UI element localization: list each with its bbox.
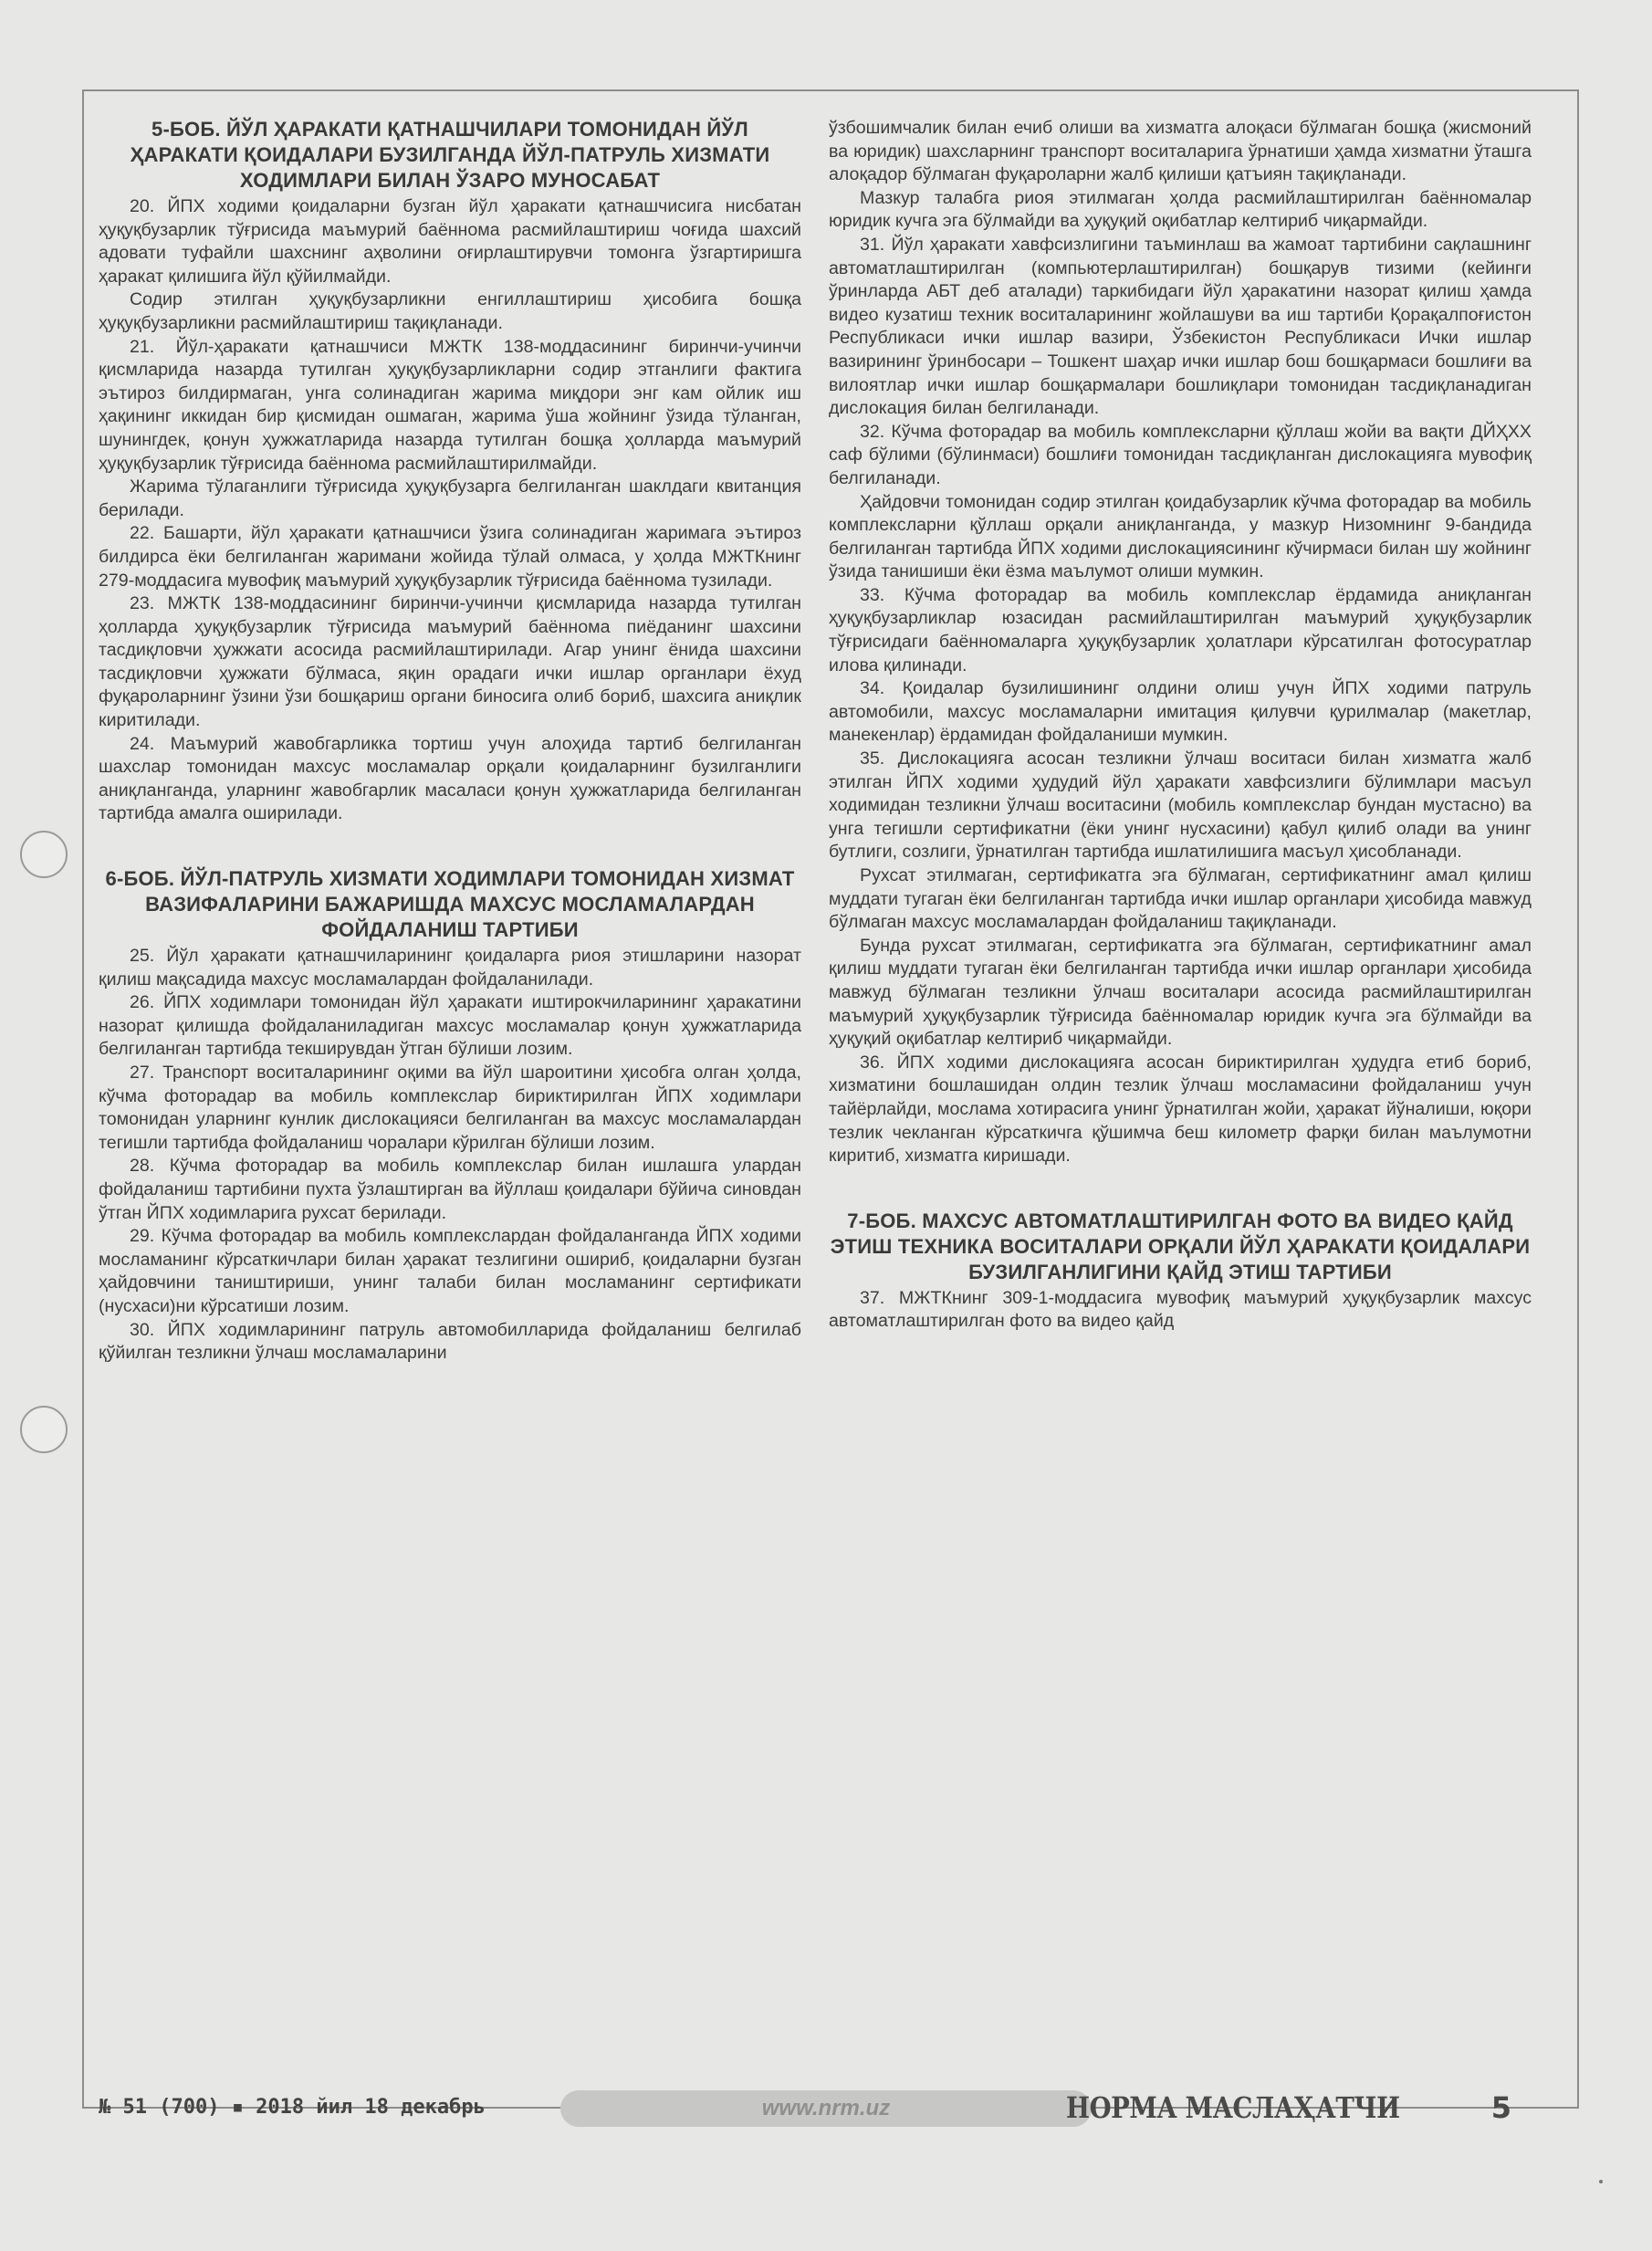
article-23: 23. МЖТК 138-моддасининг биринчи-учинчи қисмларида назарда тутилган ҳолларда ҳуқуқбузарлик тўғрисида маъмурий баённома пиёданинг шахсини тасдиқловчи ҳужжати асосида расмийлаштирилади. Агар унинг ёнида шахсини тасдиқловчи ҳужжати бўлмаса, яқин орадаги ички ишлар органлари ёхуд фуқароларнинг ўзини ўзи бошқариш органи биносига олиб бориб, шахсига аниқлик киритилади. (99, 593, 801, 731)
article-28: 28. Кўчма фоторадар ва мобиль комплекслар билан ишлашга улардан фойдаланиш тартибини пухта ўзлаштирган ва йўллаш қоидалари бўйича синовдан ўтган ЙПХ ходимларига рухсат берилади. (99, 1156, 801, 1223)
article-24: 24. Маъмурий жавобгарликка тортиш учун алоҳида тартиб белгиланган шахслар томонидан махсус мосламалар орқали қоидаларнинг бузилганлиги аниқланганда, уларнинг жавобгарлик масаласи қонун ҳужжатларида белгиланган тартибда амалга оширилади. (99, 733, 801, 824)
left-column (99, 117, 801, 1366)
print-speck (1599, 2180, 1603, 2183)
article-35-paragraph-2: Рухсат этилмаган, сертификатга эга бўлмаган, сертификатнинг амал қилиш муддати тугаган ёки белгиланган тартибда ички ишлар органлари ҳисобида мавжуд бўлмаган махсус мосламалардан фойдаланиш тақиқланади. (829, 865, 1532, 933)
article-25: 25. Йўл ҳаракати қатнашчиларининг қоидаларга риоя этишларини назорат қилиш мақсадида махсус мосламалардан фойдаланилади. (99, 946, 801, 989)
article-20-paragraph-2: Содир этилган ҳуқуқбузарликни енгиллаштириш ҳисобига бошқа ҳуқуқбузарликни расмийлаштириш тақиқланади. (99, 289, 801, 333)
article-21: 21. Йўл-ҳаракати қатнашчиси МЖТК 138-моддасининг биринчи-учинчи қисмларида назарда тутилган ҳуқуқбузарликларни содир этганлиги фактига эътироз билдирмаган, унга солинадиган жарима миқдори энг кам ойлик иш ҳақининг иккидан бир қисмидан ошмаган, жарима ўша жойнинг ўзида тўланган, шунингдек, қонун ҳужжатларида назарда тутилган бошқа ҳолларда маъмурий ҳуқуқбузарлик тўғрисида баённома расмийлаштирилмайди. (99, 336, 801, 474)
page-number: 5 (1490, 2090, 1511, 2125)
article-37: 37. МЖТКнинг 309-1-моддасига мувофиқ маъмурий ҳуқуқбузарлик махсус автоматлаштирилган фото ва видео қайд (829, 1287, 1532, 1332)
article-30-continued: ўзбошимчалик билан ечиб олиши ва хизматга алоқаси бўлмаган бошқа (жисмоний ва юридик) шахсларнинг транспорт воситаларига ўрнатиши ҳамда хизматни ўташга алоқадор бўлмаган фуқароларни жалб қилиши қатъиян тақиқланади. (829, 118, 1532, 185)
article-20: 20. ЙПХ ходими қоидаларни бузган йўл ҳаракати қатнашчисига нисбатан ҳуқуқбузарлик тўғрисида маъмурий баённома расмийлаштириш чоғида шахсий адовати туфайли шахснинг аҳволини оғирлаштирувчи томонга ўзгартиришга ҳаракат қилишига йўл қўйилмайди. (99, 196, 801, 287)
article-22: 22. Башарти, йўл ҳаракати қатнашчиси ўзига солинадиган жаримага эътироз билдирса ёки белгиланган жаримани жойида тўлай олмаса, у ҳолда МЖТКнинг 279-моддасига мувофиқ маъмурий ҳуқуқбузарлик тўғрисида баённома тузилади. (99, 523, 801, 591)
article-29: 29. Кўчма фоторадар ва мобиль комплекслардан фойдаланганда ЙПХ ходими мосламанинг кўрсаткичлари билан ҳаракат тезлигини ошириб, қоидаларни бузган ҳайдовчини таништириши, унинг талаби билан мосламанинг сертификати (нусхаси)ни кўрсатиши лозим. (99, 1226, 801, 1316)
chapter-6-heading: 6-БОБ. ЙЎЛ-ПАТРУЛЬ ХИЗМАТИ ХОДИМЛАРИ ТОМОНИДАН ХИЗМАТ ВАЗИФАЛАРИНИ БАЖАРИШДА МАХСУС МОСЛАМАЛАРДАН ФОЙДАЛАНИШ ТАРТИБИ (105, 867, 795, 942)
article-26: 26. ЙПХ ходимлари томонидан йўл ҳаракати иштирокчиларининг ҳаракатини назорат қилишда фойдаланиладиган махсус мосламалар қонун ҳужжатларида белгиланган тартибда текширувдан ўтган бўлиши лозим. (99, 992, 801, 1060)
issue-info: № 51 (700) ▪ 2018 йил 18 декабрь (99, 2096, 486, 2119)
article-31: 31. Йўл ҳаракати хавфсизлигини таъминлаш ва жамоат тартибини сақлашнинг автоматлаштирилган (компьютерлаштирилган) бошқарув тизими (кейинги ўринларда АБТ деб аталади) таркибидаги йўл ҳаракатини назорат қилиш ҳамда видео кузатиш техник воситаларининг жойлашуви ва иш тартиби Қорақалпоғистон Республикаси ички ишлар вазири, Ўзбекистон Республикаси Ички ишлар вазирининг ўринбосари – Тошкент шаҳар ички ишлар бош бошқармаси бошлиғи ва вилоятлар ички ишлар бошқармалари бошлиқлари томонидан тасдиқланадиган дислокация билан белгиланади. (829, 234, 1532, 419)
article-30: 30. ЙПХ ходимларининг патруль автомобилларида фойдаланиш белгилаб қўйилган тезликни ўлчаш мосламаларини (99, 1319, 801, 1364)
punch-hole-bottom (20, 1406, 68, 1453)
article-35: 35. Дислокацияга асосан тезликни ўлчаш воситаси билан хизматга жалб этилган ЙПХ ходими ҳудудий йўл ҳаракати хавфсизлиги бўлимлари масъул ходимидан тезликни ўлчаш воситасини (мобиль комплекслар бундан мустасно) ва унга тегишли сертификатни (ёки унинг нусхасини) қабул қилиб олади ва унинг бутлиги, созлиги, ўрнатилган тартибда ишлатилишига масъул ҳисобланади. (829, 749, 1532, 863)
article-36: 36. ЙПХ ходими дислокацияга асосан бириктирилган ҳудудга етиб бориб, хизматини бошлашидан олдин тезлик ўлчаш мосламасини фойдаланиш учун тайёрлайди, мослама хотирасига унинг ўрнатилган жойи, ҳаракат йўналиши, юқори тезлик чекланган кўрсаткичга қўшимча беш километр фарқи билан маълумотни киритиб, хизматга киришади. (829, 1052, 1532, 1167)
punch-hole-top (20, 831, 68, 878)
website-bar (560, 2090, 1092, 2127)
article-33: 33. Кўчма фоторадар ва мобиль комплекслар ёрдамида аниқланган ҳуқуқбузарликлар юзасидан расмийлаштирилган маъмурий ҳуқуқбузарлик тўғрисидаги баённомаларга ҳуқуқбузарлик ҳолатлари кўрсатилган фотосуратлар илова қилинади. (829, 584, 1532, 675)
chapter-5-heading: 5-БОБ. ЙЎЛ ҲАРАКАТИ ҚАТНАШЧИЛАРИ ТОМОНИДАН ЙЎЛ ҲАРАКАТИ ҚОИДАЛАРИ БУЗИЛГАНДА ЙЎЛ-ПАТРУЛЬ ХИЗМАТИ ХОДИМЛАРИ БИЛАН ЎЗАРО МУНОСАБАТ (130, 118, 770, 192)
website-link[interactable]: www.nrm.uz (761, 2096, 891, 2120)
masthead-logo: НОРМА МАСЛАҲАТЧИ (1066, 2090, 1400, 2125)
article-27: 27. Транспорт воситаларининг оқими ва йўл шароитини ҳисобга олган ҳолда, кўчма фоторадар ва мобиль комплекслар бириктирилган ЙПХ ходимлари томонидан уларнинг кунлик дислокацияси белгиланган ва махсус мосламалардан тегишли тартибда фойдаланиш чоралари кўрилган бўлиши лозим. (99, 1063, 801, 1153)
article-21-paragraph-2: Жарима тўлаганлиги тўғрисида ҳуқуқбузарга белгиланган шаклдаги квитанция берилади. (99, 476, 801, 520)
right-column (829, 117, 1532, 1334)
article-30-paragraph-2: Мазкур талабга риоя этилмаган ҳолда расмийлаштирилган баённомалар юридик кучга эга бўлмайди ва ҳуқуқий оқибатлар келтириб чиқармайди. (829, 187, 1532, 232)
page-footer (99, 2090, 1532, 2129)
article-32: 32. Кўчма фоторадар ва мобиль комплексларни қўллаш жойи ва вақти ДЙҲХХ саф бўлими (бўлинмаси) бошлиғи томонидан тасдиқланган дислокацияга мувофиқ белгиланади. (829, 421, 1532, 488)
chapter-7-heading: 7-БОБ. МАХСУС АВТОМАТЛАШТИРИЛГАН ФОТО ВА ВИДЕО ҚАЙД ЭТИШ ТЕХНИКА ВОСИТАЛАРИ ОРҚАЛИ ЙЎЛ ҲАРАКАТИ ҚОИДАЛАРИ БУЗИЛГАНЛИГИНИ ҚАЙД ЭТИШ ТАРТИБИ (830, 1209, 1531, 1283)
article-32-paragraph-2: Ҳайдовчи томонидан содир этилган қоидабузарлик кўчма фоторадар ва мобиль комплексларни қўллаш орқали аниқланганда, у мазкур Низомнинг 9-бандида белгиланган тартибда ЙПХ ходими дислокациясининг кўчирмаси билан шу жойнинг ўзида танишиши ёки ёзма маълумот олиши мумкин. (829, 491, 1532, 582)
article-34: 34. Қоидалар бузилишининг олдини олиш учун ЙПХ ходими патруль автомобили, махсус мосламаларни имитация қилувчи қурилмалар (макетлар, манекенлар) ёрдамидан фойдаланиши мумкин. (829, 678, 1532, 746)
article-35-paragraph-3: Бунда рухсат этилмаган, сертификатга эга бўлмаган, сертификатнинг амал қилиш муддати тугаган ёки белгиланган тартибда ички ишлар органлари ҳисобида мавжуд бўлмаган тезликни ўлчаш воситалари асосида расмийлаштирилган маъмурий ҳуқуқбузарлик тўғрисида баённомалар юридик кучга эга бўлмайди ва ҳуқуқий оқибатлар келтириб чиқармайди. (829, 935, 1532, 1050)
